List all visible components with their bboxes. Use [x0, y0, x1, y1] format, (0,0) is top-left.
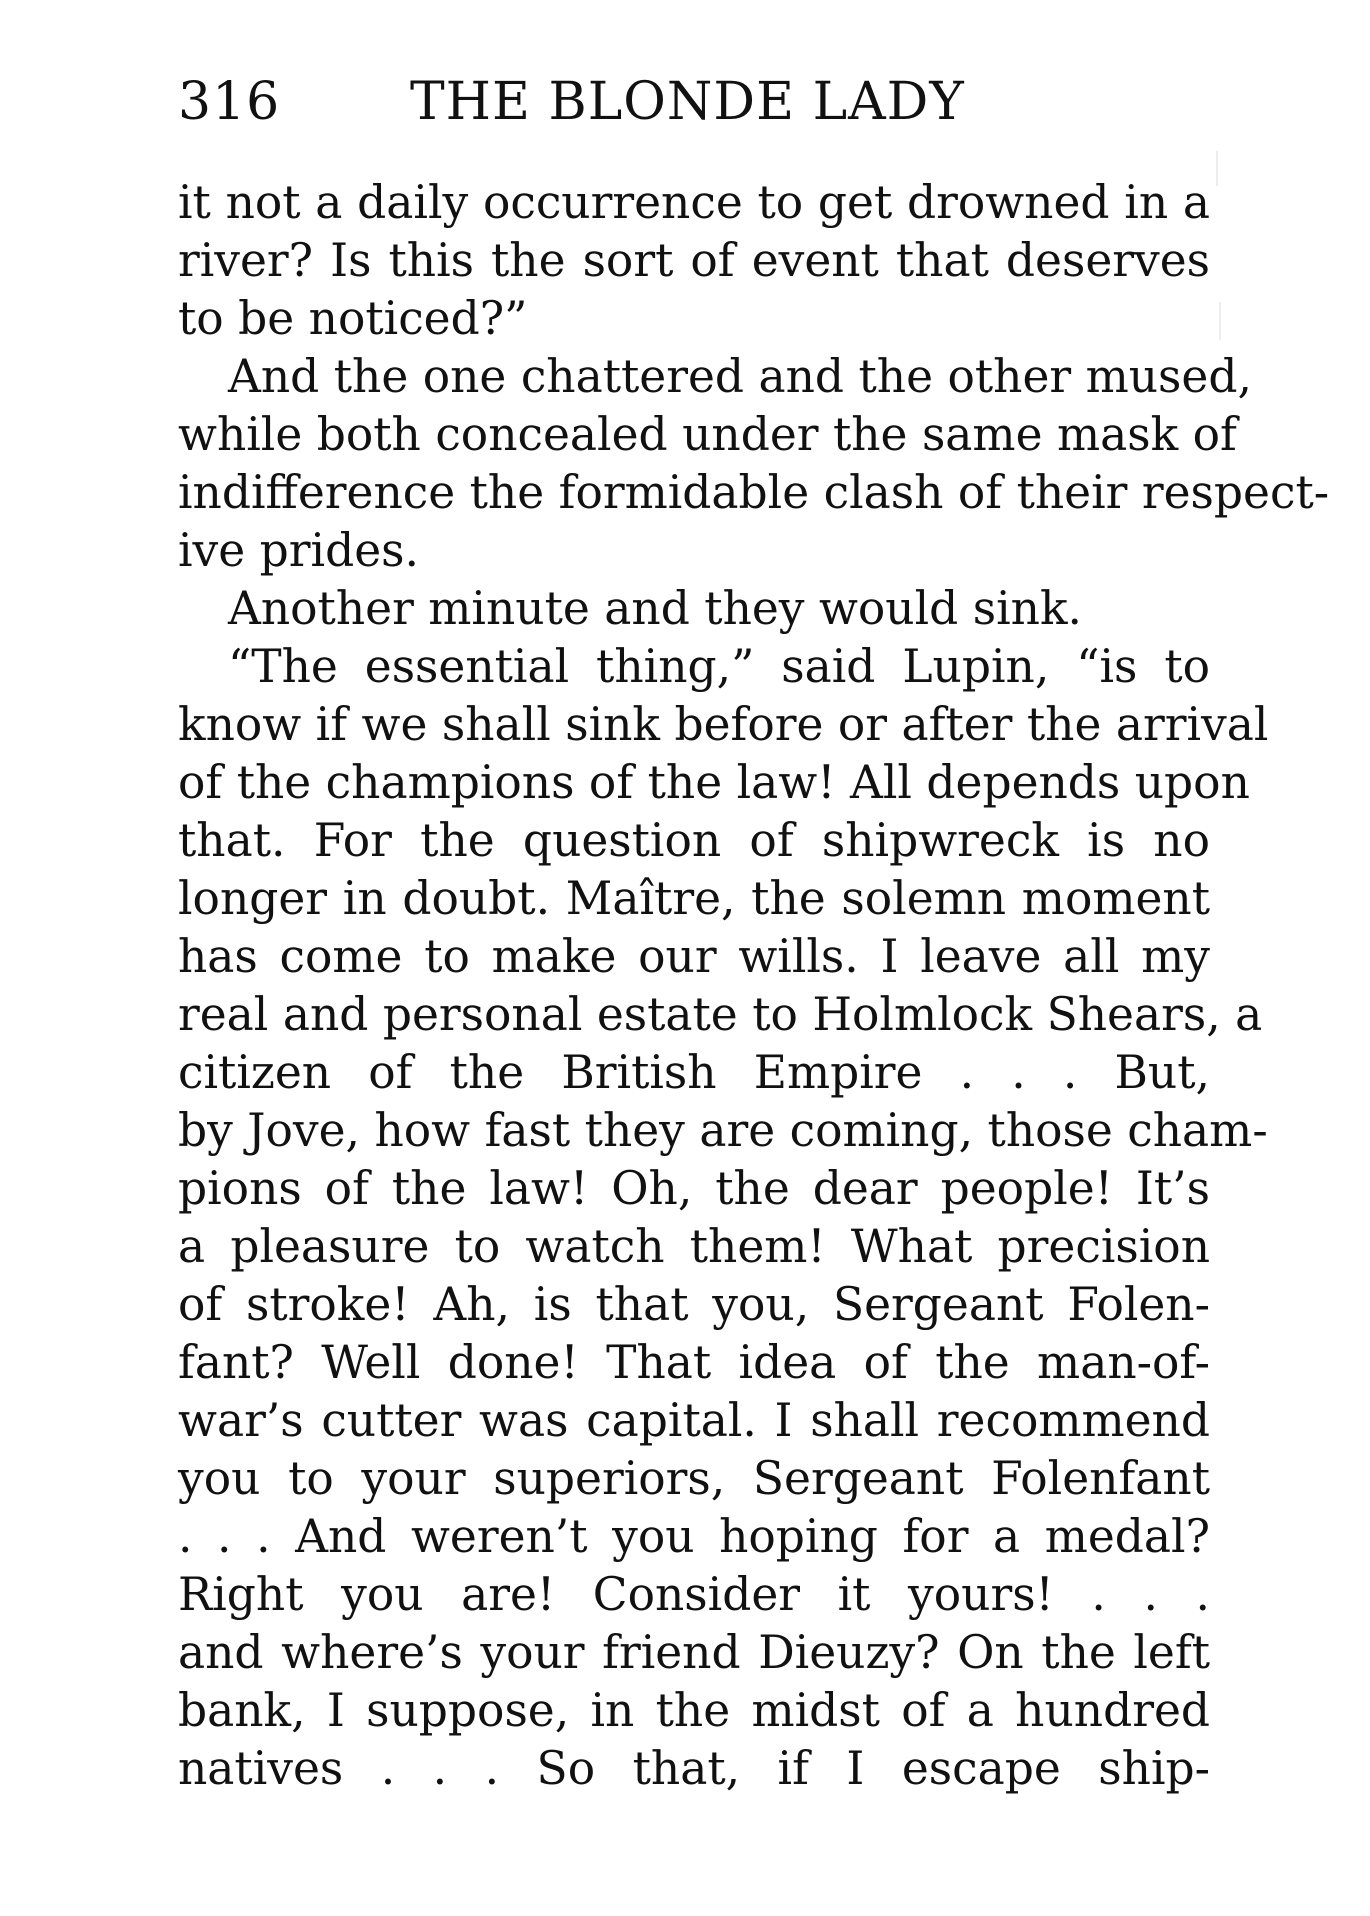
text-line: you to your superiors, Sergeant Folenfant	[178, 1452, 1210, 1505]
text-line: while both concealed under the same mask of	[178, 408, 1237, 461]
text-line: real and personal estate to Holmlock Shears, a	[178, 988, 1263, 1041]
page-header	[178, 72, 1228, 142]
text-line: war’s cutter was capital. I shall recommend	[178, 1394, 1210, 1447]
text-line: river? Is this the sort of event that deserves	[178, 234, 1210, 287]
text-line: that. For the question of shipwreck is no	[178, 814, 1210, 867]
text-line: of the champions of the law! All depends upon	[178, 756, 1250, 809]
text-line: has come to make our wills. I leave all my	[178, 930, 1210, 983]
text-line: . . . And weren’t you hoping for a medal?	[178, 1510, 1210, 1563]
text-line: Right you are! Consider it yours! . . .	[178, 1568, 1210, 1621]
body-text	[178, 174, 1330, 1798]
page-number: 316	[178, 72, 281, 132]
text-line: fant? Well done! That idea of the man-of-	[178, 1336, 1210, 1389]
text-line: “The essential thing,” said Lupin, “is to	[228, 640, 1210, 693]
text-line: longer in doubt. Maître, the solemn moment	[178, 872, 1210, 925]
text-line: natives . . . So that, if I escape ship-	[178, 1742, 1210, 1795]
text-line: by Jove, how fast they are coming, those cham-	[178, 1104, 1268, 1157]
text-line: a pleasure to watch them! What precision	[178, 1220, 1210, 1273]
text-line: of stroke! Ah, is that you, Sergeant Folen-	[178, 1278, 1210, 1331]
text-line: pions of the law! Oh, the dear people! It’s	[178, 1162, 1210, 1215]
text-line: know if we shall sink before or after the arrival	[178, 698, 1269, 751]
text-line: bank, I suppose, in the midst of a hundred	[178, 1684, 1210, 1737]
text-line: it not a daily occurrence to get drowned in a	[178, 176, 1210, 229]
text-line: citizen of the British Empire . . . But,	[178, 1046, 1210, 1099]
running-title: THE BLONDE LADY	[410, 72, 965, 132]
text-line: indifference the formidable clash of their respect-	[178, 466, 1330, 519]
text-line: and where’s your friend Dieuzy? On the left	[178, 1626, 1210, 1679]
text-line: Another minute and they would sink.	[228, 582, 1082, 635]
text-line: to be noticed?”	[178, 292, 528, 345]
text-line: ive prides.	[178, 524, 419, 577]
text-line: And the one chattered and the other mused,	[228, 350, 1252, 403]
